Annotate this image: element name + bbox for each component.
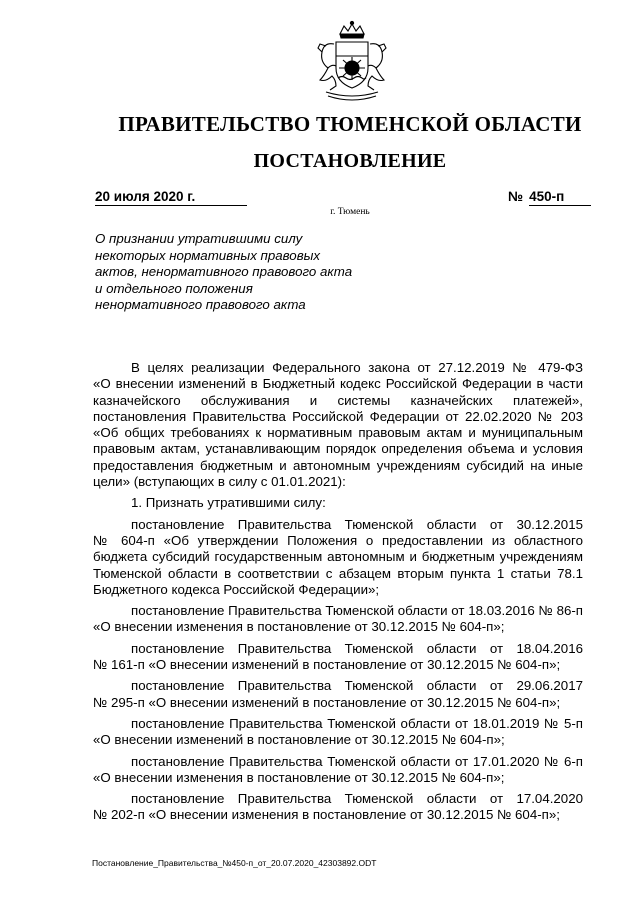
text-line: 1. Признать утратившими силу:	[131, 495, 326, 511]
text-line: № 161-п «О внесении изменений в постановление от 30.12.2015 № 604-п»;	[93, 657, 561, 673]
text-line: постановление Правительства Тюменской области от 18.04.2016	[131, 640, 583, 656]
entry-paragraph	[93, 754, 583, 787]
entry-paragraph	[93, 678, 583, 711]
text-line: предоставления бюджетным и автономным учреждениям субсидий на иные	[93, 457, 583, 473]
text-line: правовым актам, устанавливающим порядок определения объема и условия	[93, 441, 583, 457]
document-subject	[95, 231, 395, 314]
text-line: № 202-п «О внесении изменения в постановление от 30.12.2015 № 604-п»;	[93, 807, 560, 823]
text-line: постановление Правительства Тюменской области от 29.06.2017	[131, 678, 583, 694]
subject-line: некоторых нормативных правовых	[95, 247, 321, 263]
text-line: «О внесении изменения в постановление от 30.12.2015 № 604-п»;	[93, 769, 505, 785]
subject-line: О признании утратившими силу	[95, 231, 303, 246]
text-line: бюджета субсидий государственным автономным и бюджетным учреждениям	[93, 549, 583, 565]
document-number	[508, 188, 591, 205]
subject-line: и отдельного положения	[95, 280, 253, 296]
text-line: № 295-п «О внесении изменений в постановление от 30.12.2015 № 604-п»;	[93, 694, 561, 710]
text-line: № 604-п «Об утверждении Положения о предоставлении из областного	[93, 532, 583, 548]
entry-paragraph	[93, 716, 583, 749]
text-line: «О внесении изменений в постановление от 30.12.2015 № 604-п»;	[93, 732, 505, 748]
text-line: Бюджетного кодекса Российской Федерации»;	[93, 581, 380, 597]
text-line: Тюменской области в соответствии с абзацем вторым пункта 1 статьи 78.1	[93, 565, 583, 581]
text-line: постановление Правительства Тюменской области от 18.01.2019 № 5-п	[131, 715, 583, 731]
preamble-paragraph	[93, 360, 583, 490]
item-1	[93, 495, 583, 511]
city: г. Тюмень	[330, 207, 370, 217]
text-line: постановление Правительства Тюменской области от 17.04.2020	[131, 791, 583, 807]
text-line: «О внесении изменения в постановление от 30.12.2015 № 604-п»;	[93, 619, 505, 635]
text-line: постановления Правительства Российской Федерации от 22.02.2020 № 203	[93, 408, 583, 424]
document-type: ПОСТАНОВЛЕНИЕ	[253, 150, 447, 172]
text-line: постановление Правительства Тюменской области от 18.03.2016 № 86-п	[131, 603, 583, 619]
footer-filename: Постановление_Правительства_№450-п_от_20.07.2020_42303892.ODT	[92, 858, 377, 868]
subject-line: актов, ненормативного правового акта	[95, 264, 353, 279]
number-prefix: №	[508, 189, 524, 204]
text-line: постановление Правительства Тюменской области от 17.01.2020 № 6-п	[131, 753, 583, 769]
subject-line: ненормативного правового акта	[95, 297, 306, 312]
text-line: «Об общих требованиях к нормативным правовым актам и муниципальным	[93, 425, 583, 441]
organization-title: ПРАВИТЕЛЬСТВО ТЮМЕНСКОЙ ОБЛАСТИ	[118, 112, 582, 136]
text-line: постановление Правительства Тюменской области от 30.12.2015	[131, 516, 583, 532]
entry-paragraph	[93, 603, 583, 636]
coat-of-arms-icon	[306, 20, 398, 104]
entry-paragraph	[93, 641, 583, 674]
text-line: «О внесении изменений в Бюджетный кодекс Российской Федерации в части	[93, 376, 583, 392]
text-line: В целях реализации Федерального закона от 27.12.2019 № 479-ФЗ	[131, 360, 583, 375]
number-value: 450-п	[529, 188, 591, 206]
text-line: цели» (вступающих в силу с 01.01.2021):	[93, 474, 346, 490]
document-date: 20 июля 2020 г.	[95, 188, 247, 206]
entry-paragraph	[93, 517, 583, 598]
text-line: казначейского обслуживания и системы казначейских платежей»,	[93, 392, 583, 408]
document-body	[93, 360, 583, 824]
entry-paragraph	[93, 791, 583, 824]
